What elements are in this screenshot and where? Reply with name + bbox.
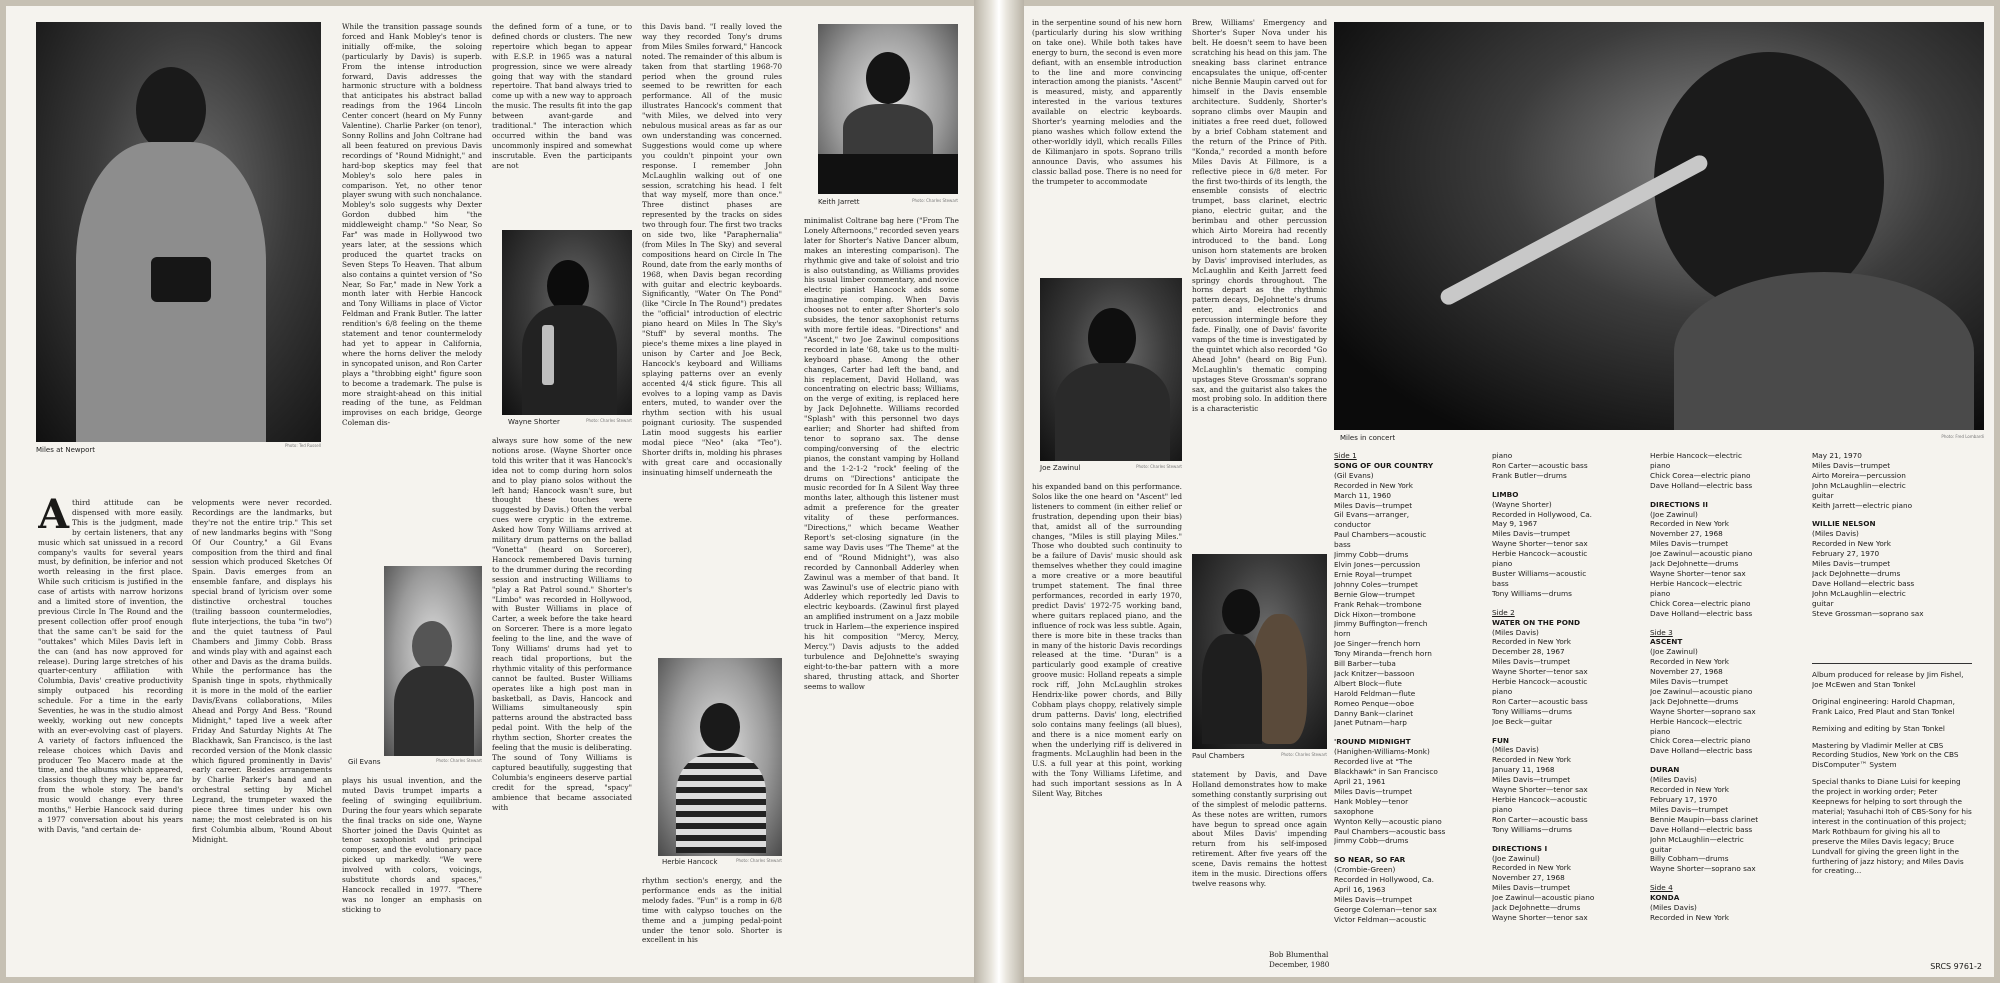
track-detail-line: George Coleman—tenor sax: [1334, 904, 1437, 914]
track-entry: DIRECTIONS II (Joe Zawinul) Recorded in New York November 27, 1968 Miles Davis—trumpet Joe Zawinul—acoustic piano Jack DeJohnette—drums Wayne Shorter—tenor sax Herbie Hancock—electric piano Chick Corea—electric piano Dave Holland—electric bass: [1650, 500, 1800, 619]
track-detail-line: Dave Holland—electric bass: [1650, 746, 1753, 756]
track-detail-line: Airto Moreira—percussion: [1812, 470, 1906, 480]
track-detail-line: Recorded in New York: [1492, 863, 1572, 873]
track-detail-line: Miles Davis—trumpet: [1492, 883, 1571, 893]
track-detail-line: guitar: [1650, 844, 1672, 854]
track-entry: [1812, 451, 1982, 510]
catalog-number: SRCS 9761-2: [1930, 962, 1982, 971]
track-detail-line: Jack DeJohnette—drums: [1812, 568, 1901, 578]
track-detail-line: Recorded in New York: [1650, 519, 1730, 529]
track-detail-line: Miles Davis—trumpet: [1492, 775, 1571, 785]
track-detail-line: February 17, 1970: [1650, 795, 1718, 804]
track-detail-line: February 27, 1970: [1812, 549, 1880, 559]
track-detail-line: Paul Chambers—acoustic bass: [1334, 826, 1446, 836]
track-detail-line: piano: [1650, 588, 1671, 598]
track-detail-line: Tony Williams—drums: [1492, 824, 1572, 834]
track-detail-line: Miles Davis—trumpet: [1492, 529, 1571, 539]
photo-gil-evans: [384, 566, 482, 756]
track-detail-line: Johnny Coles—trumpet: [1334, 579, 1418, 589]
photo-credit: Photo: Charles Stewart: [736, 858, 782, 863]
track-detail-line: (Joe Zawinul): [1650, 509, 1698, 519]
track-detail-line: Jimmy Buffington—french: [1334, 619, 1428, 629]
track-detail-line: Bennie Maupin—bass clarinet: [1650, 814, 1759, 824]
track-listing-column-2: [1492, 451, 1642, 977]
photo-credit: Photo: Charles Stewart: [1136, 464, 1182, 469]
track-detail-line: Miles Davis—trumpet: [1334, 786, 1413, 796]
essay-column-5-continued: rhythm section's energy, and the performance ends as the initial melody fades. "Fun" is a romp in 6/8 time with calypso touches on the theme and a jumping pedal-point under the tenor solo. Shorter is excellent in his: [642, 876, 782, 945]
track-entry: Side 1 SONG OF OUR COUNTRY (Gil Evans) Recorded in New York March 11, 1960 Miles Davis—trumpet Gil Evans—arranger, conductor Paul Chambers—acoustic bass Jimmy Cobb—drums Elvin Jones—percussion Ernie Royal—trumpet Johnny Coles—trumpet Bernie Glow—trumpet Frank Rehak—trombone Dick Hixon—trombone Jimmy Buffington—french horn Joe Singer—french horn Tony Miranda—french horn Bill Barber—tuba Jack Knitzer—bassoon Albert Block—flute Harold Feldman—flute Romeo Penque—oboe Danny Bank—clarinet Janet Putnam—harp: [1334, 451, 1484, 728]
essay-column-8-continued: statement by Davis, and Dave Holland demonstrates how to make something constantly surprising out of the simplest of melodic patterns. As these notes are written, rumors have begun to spread once again about Miles Davis' impending return from his self-imposed retirement. After five years off the scene, Davis remains the hottest item in the music. Directions offers twelve reasons why.: [1192, 770, 1327, 888]
track-detail-line: bass: [1334, 540, 1351, 550]
track-entry: Side 2 WATER ON THE POND (Miles Davis) Recorded in New York December 28, 1967 Miles Davis—trumpet Wayne Shorter—tenor sax Herbie Hancock—acoustic piano Ron Carter—acoustic bass Tony Williams—drums Joe Beck—guitar: [1492, 608, 1642, 727]
track-detail-line: May 9, 1967: [1492, 519, 1538, 529]
track-detail-line: Joe Zawinul—acoustic piano: [1650, 686, 1753, 696]
track-detail-line: Danny Bank—clarinet: [1334, 708, 1414, 718]
essay-column-3: While the transition passage sounds forced and Hank Mobley's tenor is initially off-mike, the soloing (particularly by Davis) is superb. From the intense introduction forward, Davis addresses the harmonic structure with a boldness that anticipates his abstract ballad readings from the 1964 Lincoln Center concert (heard on My Funny Valentine). Charlie Parker (on tenor), Sonny Rollins and John Coltrane had all been featured on previous Davis recordings of "Round Midnight," and hard-bop skeptics may feel that Mobley's solo here pales in comparison. Yet, no other tenor player swung with such nonchalance. Mobley's solo suggests why Dexter Gordon dubbed him "the middleweight champ." "So Near, So Far" was made in Hollywood two years later, at the sessions which produced the quartet tracks on Seven Steps To Heaven. That album also contains a quintet version of "So Near, So Far," made in New York a month later with Herbie Hancock and Tony Williams in place of Victor Feldman and Frank Butler. The latter rendition's 6/8 feeling on the theme statement and tenor countermelody had yet to appear in California, where the horns deliver the melody in syncopated unison, and Ron Carter plays a "throbbing eight" figure soon to become a trademark. The pulse is more straight-ahead on this initial reading of the tune, as Feldman improvises on each bridge, George Coleman dis-: [342, 22, 482, 428]
photo-paul-chambers: [1192, 554, 1327, 749]
track-detail-line: (Miles Davis): [1650, 903, 1697, 913]
track-entry: Side 4 KONDA (Miles Davis) Recorded in New York: [1650, 883, 1800, 923]
photo-caption: Paul Chambers: [1192, 752, 1245, 760]
track-detail-line: John McLaughlin—electric: [1650, 834, 1744, 844]
track-detail-line: Gil Evans—arranger,: [1334, 510, 1410, 520]
spine-gutter: [974, 0, 1024, 983]
track-detail-line: (Miles Davis): [1492, 627, 1539, 637]
track-detail-line: (Joe Zawinul): [1650, 647, 1698, 657]
track-detail-line: piano: [1650, 726, 1671, 736]
author-byline: Bob Blumenthal December, 1980: [1269, 950, 1330, 969]
track-detail-line: John McLaughlin—electric: [1812, 588, 1906, 598]
track-detail-line: Herbie Hancock—acoustic: [1492, 549, 1588, 559]
photo-caption: Miles in concert: [1340, 434, 1396, 442]
track-entry: [1650, 451, 1800, 491]
essay-column-7-continued: his expanded band on this performance. Solos like the one heard on "Ascent" led listeners to comment (in either relief or frustration, depending upon their bias) that, amidst all of the surrounding changes, "Miles is still playing Miles." Those who doubted such continuity to be a failure of Davis' music should ask themselves whether they could imagine a more creative or a more beautiful trumpet statement. The final three performances, recorded in early 1970, predict Davis' 1972-75 working band, where guitars replaced piano, and the influence of rock was less subtle. Again, there is more bite in these tracks than in many of the historic Davis recordings released at the time. "Duran" is a particularly good example of creative groove music: Holland repeats a simple rock riff, John McLaughlin strokes Hendrix-like power chords, and Billy Cobham plays choppy, relatively simple drum patterns. Davis' long, electrified solo contains many feelings (all blues), and there is a nice moment early on when the underlying riff is delivered in fragments. McLaughlin had been in the U.S. a full year at this point, working with the Tony Williams Lifetime, and had such important sessions as In A Silent Way, Bitches: [1032, 482, 1182, 799]
track-detail-line: Miles Davis—trumpet: [1812, 460, 1891, 470]
track-detail-line: Recorded in Hollywood, Ca.: [1492, 509, 1593, 519]
track-detail-line: Ernie Royal—trumpet: [1334, 569, 1412, 579]
track-entry: WILLIE NELSON (Miles Davis) Recorded in New York February 27, 1970 Miles Davis—trumpet Jack DeJohnette—drums Dave Holland—electric bass John McLaughlin—electric guitar Steve Grossman—soprano sax: [1812, 519, 1982, 618]
track-detail-line: Recorded in Hollywood, Ca.: [1334, 875, 1435, 885]
track-detail-line: piano: [1492, 804, 1513, 814]
track-detail-line: Jack DeJohnette—drums: [1492, 903, 1581, 913]
track-detail-line: Keith Jarrett—electric piano: [1812, 500, 1913, 510]
track-detail-line: Elvin Jones—percussion: [1334, 559, 1421, 569]
track-detail-line: (Joe Zawinul): [1492, 853, 1540, 863]
track-detail-line: Miles Davis—trumpet: [1334, 500, 1413, 510]
track-detail-line: Blackhawk" in San Francisco: [1334, 767, 1438, 777]
track-detail-line: John McLaughlin—electric: [1812, 480, 1906, 490]
essay-column-4: the defined form of a tune, or to defined chords or clusters. The new repertoire which began to appear with E.S.P. in 1965 was a natural progression, since we were already going that way with the standard repertoire. That band always tried to come up with a new way to approach the music. The results fit into the gap between avant-garde and traditional." The interaction which occurred within the band was uncommonly inspired and somewhat inscrutable. Even the participants are not: [492, 22, 632, 170]
track-detail-line: Wayne Shorter—tenor sax: [1492, 539, 1588, 549]
track-detail-line: Bernie Glow—trumpet: [1334, 589, 1415, 599]
track-detail-line: Steve Grossman—soprano sax: [1812, 608, 1924, 618]
track-detail-line: Herbie Hancock—acoustic: [1492, 677, 1588, 687]
track-detail-line: Recorded in New York: [1650, 912, 1730, 922]
track-detail-line: (Miles Davis): [1650, 775, 1697, 785]
track-detail-line: Herbie Hancock—acoustic: [1492, 795, 1588, 804]
track-detail-line: Frank Rehak—trombone: [1334, 599, 1422, 609]
track-detail-line: (Miles Davis): [1812, 529, 1859, 539]
essay-column-1: Athird attitude can be dispensed with more easily. This is the judgment, made by certain listeners, that any music which sat unissued in a record company's vaults for several years must, by definition, be inferior and not worth releasing in the first place. While such criticism is justified in the case of artists with narrow horizons and a limited store of invention, the previous Circle In The Round and the present collection offer proof enough that the same can't be said for the "outtakes" which Miles Davis left in the can (and has now approved for release). During large stretches of his quarter-century affiliation with Columbia, Davis' creative productivity simply outpaced his recording schedule. For a time in the early Seventies, he was in the studio almost weekly, working out new concepts with an ever-evolving cast of players. A variety of factors influenced the release choices which Davis and producer Teo Macero made at the time, and the albums which appeared, classics though they may be, are far from the whole story. The band's music would change every three months," Herbie Hancock said during a 1977 conversation about his years with Davis, "and certain de-: [38, 498, 183, 834]
track-detail-line: Herbie Hancock—electric: [1650, 578, 1742, 588]
track-listing-column-4: [1812, 451, 1982, 663]
track-detail-line: March 11, 1960: [1334, 490, 1392, 500]
photo-herbie-hancock: [658, 658, 782, 856]
track-detail-line: November 27, 1968: [1650, 529, 1723, 539]
photo-credit: Photo: Ted Russell: [284, 443, 321, 448]
track-detail-line: (Crombie-Green): [1334, 865, 1396, 875]
track-detail-line: Wynton Kelly—acoustic piano: [1334, 816, 1442, 826]
photo-caption: Joe Zawinul: [1040, 464, 1081, 472]
track-detail-line: piano: [1650, 460, 1671, 470]
track-detail-line: Jimmy Cobb—drums: [1334, 836, 1409, 846]
track-detail-line: Joe Zawinul—acoustic piano: [1650, 549, 1753, 559]
track-entry: DIRECTIONS I (Joe Zawinul) Recorded in New York November 27, 1968 Miles Davis—trumpet Joe Zawinul—acoustic piano Jack DeJohnette—drums Wayne Shorter—tenor sax: [1492, 844, 1642, 923]
left-page: [6, 6, 974, 977]
credits-divider: [1812, 663, 1972, 664]
track-detail-line: Harold Feldman—flute: [1334, 688, 1416, 698]
track-detail-line: April 21, 1961: [1334, 777, 1386, 786]
track-detail-line: Jack DeJohnette—drums: [1650, 559, 1739, 569]
photo-caption: Herbie Hancock: [662, 858, 718, 866]
photo-credit: Photo: Fred Lombardi: [1941, 434, 1984, 439]
track-detail-line: Tony Miranda—french horn: [1334, 649, 1432, 659]
track-detail-line: Albert Block—flute: [1334, 678, 1402, 688]
track-detail-line: April 16, 1963: [1334, 885, 1386, 895]
essay-column-2: velopments were never recorded. Recordings are the landmarks, but they're not the entire trip." This set of new landmarks begins with "Song Of Our Country," a Gil Evans composition from the third and final session which produced Sketches Of Spain. Davis emerges from an ensemble fanfare, and displays his special brand of lyricism over some distinctive orchestral touches (trailing bassoon countermelodies, flute interjections, the tuba "in two") and the quiet tautness of Paul Chambers and Jimmy Cobb. Brass and winds play with and against each other and Davis as the drama builds. While the performance has the Spanish tinge in spots, rhythmically it is more in the mold of the earlier Davis/Evans collaborations, Miles Ahead and Porgy And Bess. "Round Midnight," taped live a week after Friday And Saturday Nights At The Blackhawk, San Francisco, is the last recorded version of the Monk classic which figured prominently in Davis' early career. Besides arrangements by Charlie Parker's band and an orchestral setting by Michel Legrand, the trumpeter waxed the piece three times under his own name; the most celebrated is on his first Columbia album, 'Round About Midnight.: [192, 498, 332, 844]
track-entry: Side 3 ASCENT (Joe Zawinul) Recorded in New York November 27, 1968 Miles Davis—trumpet Joe Zawinul—acoustic piano Jack DeJohnette—drums Wayne Shorter—soprano sax Herbie Hancock—electric piano Chick Corea—electric piano Dave Holland—electric bass: [1650, 628, 1800, 757]
track-detail-line: piano: [1492, 559, 1513, 569]
track-detail-line: Miles Davis—trumpet: [1334, 894, 1413, 904]
track-entry: LIMBO (Wayne Shorter) Recorded in Hollywood, Ca. May 9, 1967 Miles Davis—trumpet Wayne Shorter—tenor sax Herbie Hancock—acoustic piano Buster Williams—acoustic bass Tony Williams—drums: [1492, 490, 1642, 599]
track-detail-line: Jack DeJohnette—drums: [1650, 696, 1739, 706]
track-entry: DURAN (Miles Davis) Recorded in New York February 17, 1970 Miles Davis—trumpet Bennie Maupin—bass clarinet Dave Holland—electric bass John McLaughlin—electric guitar Billy Cobham—drums Wayne Shorter—soprano sax: [1650, 765, 1800, 874]
photo-credit: Photo: Charles Stewart: [1281, 752, 1327, 757]
essay-column-3-continued: plays his usual invention, and the muted Davis trumpet imparts a feeling of swinging equilibrium. During the four years which separate the final tracks on side one, Wayne Shorter joined the Davis Quintet as tenor saxophonist and principal composer, and the evolutionary pace picked up markedly. "We were involved with colors, voicings, substitute chords and spaces," Hancock recalled in 1977. "There was no longer an emphasis on sticking to: [342, 776, 482, 914]
track-detail-line: Herbie Hancock—electric: [1650, 716, 1742, 726]
track-detail-line: Joe Zawinul—acoustic piano: [1492, 893, 1595, 903]
track-detail-line: Dave Holland—electric bass: [1812, 578, 1915, 588]
track-detail-line: Recorded in New York: [1812, 539, 1892, 549]
track-detail-line: (Hanighen-Williams-Monk): [1334, 747, 1430, 757]
track-detail-line: Jack Knitzer—bassoon: [1334, 668, 1415, 678]
track-detail-line: Tony Williams—drums: [1492, 588, 1572, 598]
photo-caption: Wayne Shorter: [508, 418, 560, 426]
photo-joe-zawinul: [1040, 278, 1182, 461]
track-detail-line: Wayne Shorter—tenor sax: [1650, 568, 1746, 578]
photo-caption: Keith Jarrett: [818, 198, 860, 206]
track-detail-line: Joe Beck—guitar: [1492, 716, 1553, 726]
track-detail-line: Chick Corea—electric piano: [1650, 598, 1751, 608]
track-entry: [1492, 451, 1642, 481]
track-detail-line: Miles Davis—trumpet: [1812, 559, 1891, 569]
track-detail-line: Hank Mobley—tenor: [1334, 796, 1409, 806]
track-detail-line: saxophone: [1334, 806, 1374, 816]
essay-column-5: this Davis band. "I really loved the way they recorded Tony's drums from Miles Smiles forward," Hancock noted. The remainder of this album is taken from that startling 1968-70 period when the ground rules seemed to be rewritten for each performance. All of the music illustrates Hancock's comment that "with Miles, we delved into very nebulous musical areas as far as our own understanding was concerned. Suggestions would come up where you couldn't pinpoint your own response. I remember John McLaughlin walking out of one session, scratching his head. I felt that way myself, more than once." Three distinct phases are represented by the tracks on sides two through four. The first two tracks on side two, like "Paraphernalia" (from Miles In The Sky) and several compositions heard on Circle In The Round, date from the early months of 1968, when Davis began recording with guitar and electric keyboards. Significantly, "Water On The Pond" (like "Circle In The Round") predates the "official" introduction of electric piano heard on Miles In The Sky's "Stuff" by several months. The piece's theme mixes a line played in unison by Carter and Joe Beck, Hancock's keyboard and Williams splaying patterns over an evenly accented 4/4 stick figure. This all evolves to a loping vamp as Davis enters, muted, to wander over the rhythm section with his usual poignant curiosity. The suspended Latin mood suggests his earlier modal piece "Neo" (aka "Teo"). Shorter drifts in, molding his phrases with great care and occasionally insinuating himself underneath the: [642, 22, 782, 477]
track-detail-line: Miles Davis—trumpet: [1650, 804, 1729, 814]
track-detail-line: conductor: [1334, 520, 1371, 530]
track-detail-line: Miles Davis—trumpet: [1492, 657, 1571, 667]
track-detail-line: Dave Holland—electric bass: [1650, 824, 1753, 834]
photo-wayne-shorter: [502, 230, 632, 415]
track-detail-line: Wayne Shorter—tenor sax: [1492, 667, 1588, 677]
photo-credit: Photo: Charles Stewart: [586, 418, 632, 423]
album-credits: Album produced for release by Jim Fishel, Joe McEwen and Stan Tonkel Original engineering: Harold Chapman, Frank Laico, Fred Plaut and Stan Tonkel Remixing and editing by Stan Tonkel Mastering by Vladimir Meller at CBS Recording Studios, New York on the CBS DisComputer™ System Special thanks to Diane Luisi for keeping the project in working order; Peter Keepnews for helping to sort through the material; Yasuhachi Itoh of CBS-Sony for his interest in the continuation of this project; Mark Rothbaum for giving his all to preserve the Miles Davis legacy; Bruce Lundvall for giving the green light in the furthering of jazz history; and Miles Davis for creating...: [1812, 670, 1972, 876]
track-detail-line: Wayne Shorter—tenor sax: [1492, 785, 1588, 795]
track-detail-line: bass: [1492, 578, 1509, 588]
track-detail-line: Chick Corea—electric piano: [1650, 470, 1751, 480]
track-detail-line: Billy Cobham—drums: [1650, 854, 1729, 864]
photo-caption: Gil Evans: [348, 758, 381, 766]
track-entry: FUN (Miles Davis) Recorded in New York January 11, 1968 Miles Davis—trumpet Wayne Shorter—tenor sax Herbie Hancock—acoustic piano Ron Carter—acoustic bass Tony Williams—drums: [1492, 736, 1642, 835]
track-detail-line: (Miles Davis): [1492, 745, 1539, 755]
track-detail-line: Frank Butler—drums: [1492, 470, 1567, 480]
track-listing-column-3: [1650, 451, 1800, 977]
track-detail-line: Recorded in New York: [1492, 755, 1572, 765]
track-detail-line: Chick Corea—electric piano: [1650, 736, 1751, 746]
track-detail-line: November 27, 1968: [1492, 873, 1565, 883]
track-detail-line: Recorded in New York: [1492, 637, 1572, 647]
essay-column-4-continued: always sure how some of the new notions arose. (Wayne Shorter once told this writer that it was Hancock's idea not to comp during horn solos and to play piano solos without the left hand; Hancock wasn't sure, but thought these touches were suggested by Davis.) Often the verbal cues were cryptic in the extreme. Asked how Tony Williams arrived at military drum patterns on the ballad "Vonetta" (heard on Sorcerer), Hancock remembered Davis turning to the drummer during the recording session and instructing Williams to "play a Rat Patrol sound." Shorter's "Limbo" was recorded in Hollywood, with Buster Williams in place of Carter, a week before the take heard on Sorcerer. There is a more legato feeling to the line, and the wave of Tony Williams' drums had yet to reach tidal proportions, but the rhythmic vitality of this performance cannot be faulted. Buster Williams operates like a high post man in basketball, as Davis, Hancock and Williams simultaneously spin patterns around the abstracted bass pedal point. With the help of the rhythm section, Shorter creates the feeling that the music is deliberating. The sound of Tony Williams is captured beautifully, suggesting that Columbia's engineers deserve partial credit for the spread, "spacy" ambience that became associated with: [492, 436, 632, 812]
track-detail-line: January 11, 1968: [1492, 765, 1555, 775]
track-entry: 'ROUND MIDNIGHT (Hanighen-Williams-Monk) Recorded live at "The Blackhawk" in San Francisco April 21, 1961 Miles Davis—trumpet Hank Mobley—tenor saxophone Wynton Kelly—acoustic piano Paul Chambers—acoustic bass Jimmy Cobb—drums: [1334, 737, 1484, 846]
track-detail-line: December 28, 1967: [1492, 647, 1565, 657]
track-detail-line: November 27, 1968: [1650, 667, 1723, 677]
track-detail-line: May 21, 1970: [1812, 451, 1862, 460]
track-detail-line: (Gil Evans): [1334, 470, 1374, 480]
track-detail-line: Recorded live at "The: [1334, 757, 1413, 767]
track-detail-line: horn: [1334, 629, 1351, 639]
track-detail-line: Tony Williams—drums: [1492, 706, 1572, 716]
essay-column-6: minimalist Coltrane bag here ("From The Lonely Afternoons," recorded seven years later for Shorter's Native Dancer album, makes an interesting comparison). The rhythmic give and take of soloist and trio is also outstanding, as Williams provides his usual limber commentary, and novice electric pianist Hancock adds some imaginative comping. When Davis chooses not to enter after Shorter's solo subsides, the tenor saxophonist returns with more fertile ideas. "Directions" and "Ascent," two Joe Zawinul compositions recorded in late '68, take us to the multi-keyboard phase. Among the other changes, Carter had left the band, and his replacement, David Holland, was concentrating on electric bass; Williams, on the verge of exiting, is replaced here by Jack DeJohnette. Williams recorded "Splash" with this personnel two days earlier; and Shorter had shifted from tenor to soprano sax. The dense comping/conversing of the electric pianos, the constant vamping by Holland and the 1-2-1-2 "rock" feeling of the drums on "Directions" anticipate the music recorded for In A Silent Way three months later, although this listener must admit a preference for the greater vitality of these performances. "Directions," which became Weather Report's set-closing signature (in the same way Davis uses "The Theme" at the end of "Round Midnight"), was also recorded by Cannonball Adderley when Zawinul was a member of that band. It was Zawinul's use of electric piano with Adderley which reportedly led Davis to electric keyboards. (Zawinul first played an amplified instrument on a Jazz mobile truck in Harlem—the experience inspired his hit composition "Mercy, Mercy, Mercy.") Davis adjusts to the added turbulence and DeJohnette's swaying eight-to-the-bar pattern with a more shared, thrusting attack, and Shorter seems to wallow: [804, 216, 959, 691]
track-detail-line: guitar: [1812, 598, 1834, 608]
photo-keith-jarrett: [818, 24, 958, 194]
track-detail-line: Recorded in New York: [1650, 785, 1730, 795]
essay-column-7: in the serpentine sound of his new horn (particularly during his slow writhing on take one). While both takes have energy to burn, the second is even more defiant, with an ensemble introduction to the line and more convincing interaction among the pianists. "Ascent" is measured, misty, and apparently interested in the various textures available on electric keyboards. Shorter's yearning melodies and the piano washes which follow extend the other-worldly idyll, which recalls Filles de Kilimanjaro in spots. Soprano trills announce Davis, who assumes his classic ballad pose. There is no need for the trumpeter to accommodate: [1032, 18, 1182, 186]
track-entry: SO NEAR, SO FAR (Crombie-Green) Recorded in Hollywood, Ca. April 16, 1963 Miles Davis—trumpet George Coleman—tenor sax Victor Feldman—acoustic: [1334, 855, 1484, 924]
track-detail-line: Wayne Shorter—soprano sax: [1650, 864, 1756, 874]
track-listing-column-1: [1334, 451, 1484, 977]
right-page: [1024, 6, 1994, 977]
track-detail-line: Dave Holland—electric bass: [1650, 480, 1753, 490]
track-detail-line: Dick Hixon—trombone: [1334, 609, 1416, 619]
track-detail-line: Wayne Shorter—tenor sax: [1492, 912, 1588, 922]
track-detail-line: Dave Holland—electric bass: [1650, 608, 1753, 618]
track-detail-line: (Wayne Shorter): [1492, 499, 1552, 509]
track-detail-line: Ron Carter—acoustic bass: [1492, 460, 1588, 470]
photo-caption: Miles at Newport: [36, 446, 95, 454]
essay-column-8: Brew, Williams' Emergency and Shorter's Super Nova under his belt. He doesn't seem to have been scratching his head on this jam. The sneaking bass clarinet entrance encapsulates the unique, off-center niche Bennie Maupin carved out for himself in the Davis ensemble architecture. Suddenly, Shorter's soprano climbs over Maupin and initiates a free reed duet, followed by a brief Cobham statement and the return of the Prince of Pith. "Konda," recorded a month before Miles Davis At Fillmore, is a reflective piece in 6/8 meter. For the first two-thirds of its length, the ensemble consists of electric trumpet, bass clarinet, electric piano, electric guitar, and the berimbau and other percussion which Airto Moreira had recently introduced to the band. Long unison horn statements are broken by Davis' improvised interludes, as McLaughlin and Keith Jarrett feed springy chords throughout. The horns depart as the rhythmic pattern decays, DeJohnette's drums enter, and electronics and percussion intermingle before they fade. Finally, one of Davis' favorite vamps of the time is investigated by the quintet which also recorded "Go Ahead John" (heard on Big Fun). McLaughlin's thematic comping upstages Steve Grossman's soprano sax, and the guitarist also takes the most probing solo. In addition there is a characteristic: [1192, 18, 1327, 414]
track-detail-line: Paul Chambers—acoustic: [1334, 530, 1427, 540]
photo-miles-in-concert: [1334, 22, 1984, 430]
track-detail-line: Miles Davis—trumpet: [1650, 677, 1729, 687]
track-detail-line: Recorded in New York: [1334, 480, 1414, 490]
track-detail-line: Ron Carter—acoustic bass: [1492, 696, 1588, 706]
track-detail-line: Victor Feldman—acoustic: [1334, 914, 1427, 924]
track-detail-line: Herbie Hancock—electric: [1650, 451, 1742, 460]
track-detail-line: Bill Barber—tuba: [1334, 659, 1396, 669]
photo-miles-at-newport: [36, 22, 321, 442]
track-detail-line: Janet Putnam—harp: [1334, 718, 1407, 728]
track-detail-line: Ron Carter—acoustic bass: [1492, 814, 1588, 824]
track-detail-line: Recorded in New York: [1650, 657, 1730, 667]
track-detail-line: piano: [1492, 451, 1513, 460]
track-detail-line: Jimmy Cobb—drums: [1334, 550, 1409, 560]
track-detail-line: Wayne Shorter—soprano sax: [1650, 706, 1756, 716]
track-detail-line: Miles Davis—trumpet: [1650, 539, 1729, 549]
track-detail-line: guitar: [1812, 490, 1834, 500]
drop-cap: A: [38, 498, 70, 538]
photo-credit: Photo: Charles Stewart: [436, 758, 482, 763]
photo-credit: Photo: Charles Stewart: [912, 198, 958, 203]
track-detail-line: Joe Singer—french horn: [1334, 639, 1421, 649]
track-detail-line: Buster Williams—acoustic: [1492, 568, 1587, 578]
track-detail-line: piano: [1492, 686, 1513, 696]
track-detail-line: Romeo Penque—oboe: [1334, 698, 1414, 708]
